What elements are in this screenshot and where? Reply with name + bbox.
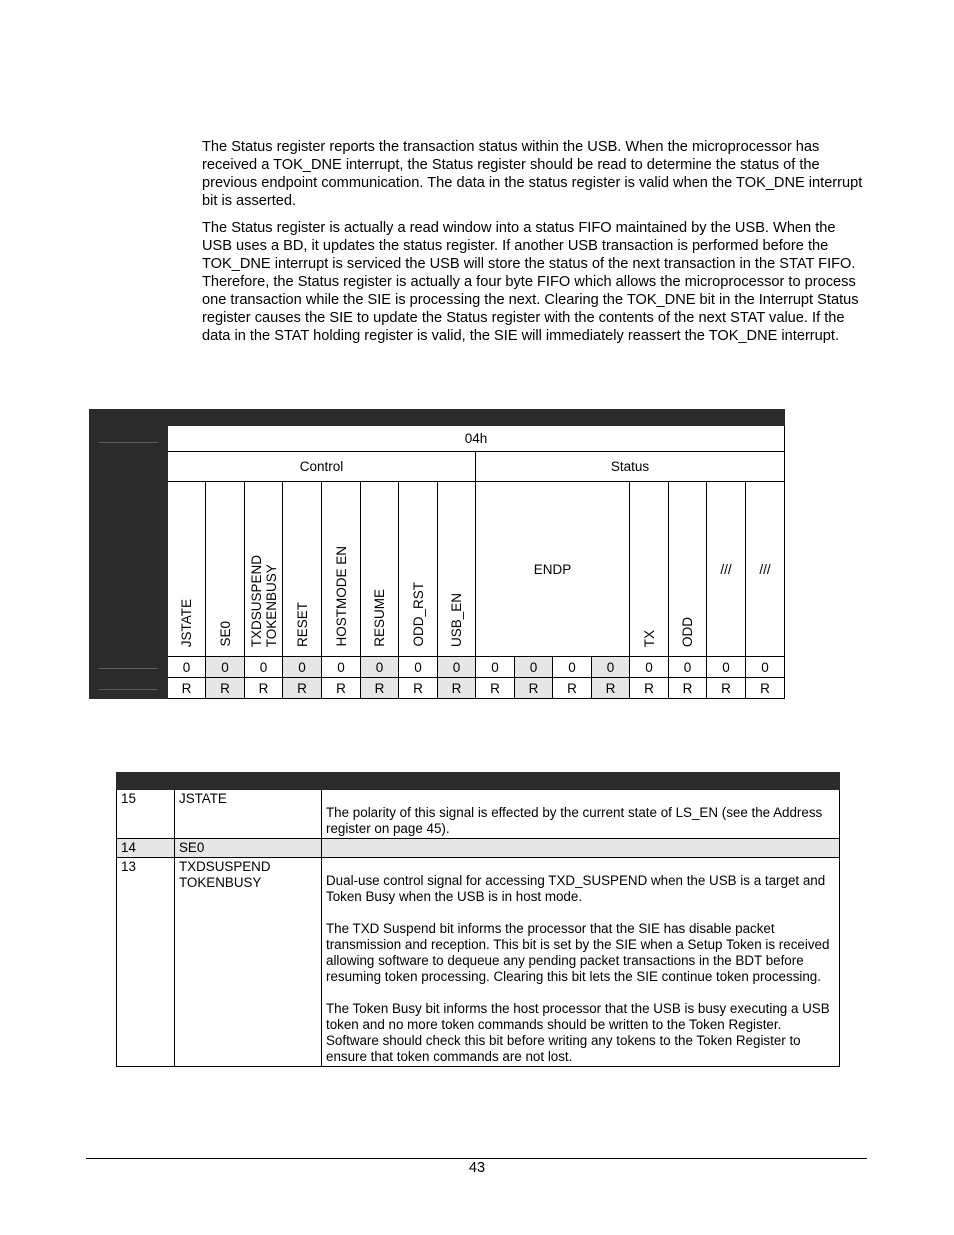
reset-value: 0: [245, 657, 283, 678]
field-row-14: [117, 839, 840, 858]
access-value: R: [322, 678, 361, 699]
intro-paragraph-2: The Status register is actually a read window into a status FIFO maintained by the USB. When the USB uses a BD, it updates the status register. If another USB transaction is performed before the TOK_DNE interrupt is serviced the USB will store the status of the next transaction in the STAT FIFO. Therefore, the Status register is actually a four byte FIFO which allows the microprocessor to process one transaction while the SIE is processing the next. Clearing the TOK_DNE bit in the Interrupt Status register causes the SIE to update the Status register with the contents of the next STAT value. If the data in the STAT holding register is valid, the SIE will immediately reassert the TOK_DNE interrupt.: [202, 220, 859, 344]
bit-hostmode: HOSTMODE EN: [333, 546, 349, 647]
access-value: R: [399, 678, 438, 699]
group-control: Control: [168, 452, 476, 482]
access-value: R: [283, 678, 322, 699]
access-value: R: [168, 678, 206, 699]
bit-tx: TX: [641, 629, 657, 647]
access-value: R: [592, 678, 630, 699]
bit-usb-en: USB_EN: [449, 592, 464, 647]
access-value: R: [245, 678, 283, 699]
bit11-cell: [322, 482, 361, 657]
bit10-cell: [361, 482, 399, 657]
access-value: R: [438, 678, 476, 699]
status-register-table: [89, 409, 785, 699]
bit-endp: ENDP: [476, 482, 630, 657]
bit9-cell: [399, 482, 438, 657]
access-value: R: [206, 678, 245, 699]
access-value: R: [553, 678, 592, 699]
field-description: [322, 839, 840, 858]
field-bit: 14: [117, 839, 175, 858]
reset-value: 0: [168, 657, 206, 678]
bit-reset: RESET: [294, 601, 310, 647]
reset-value: 0: [322, 657, 361, 678]
bit-se0: SE0: [217, 621, 233, 647]
reset-value: 0: [206, 657, 245, 678]
access-value: R: [669, 678, 707, 699]
field-description-table: [116, 772, 840, 1067]
bit-odd: ODD: [680, 617, 695, 647]
bit8-cell: [438, 482, 476, 657]
reset-row: [90, 657, 785, 678]
field-name: TXDSUSPEND TOKENBUSY: [175, 858, 322, 1067]
bit-reserved-0: ///: [746, 482, 785, 657]
access-value: R: [476, 678, 515, 699]
bit-reserved-1: ///: [707, 482, 746, 657]
offset-row-label: [90, 426, 168, 452]
access-value: R: [361, 678, 399, 699]
field-desc-paragraph: The Token Busy bit informs the host processor that the USB is busy executing a USB token and no more token commands should be written to the Token Register. Software should check this bit before writing any tokens to the Token Register to ensure that token commands are not lost.: [326, 1001, 830, 1064]
bit2-cell: [669, 482, 707, 657]
reset-value: 0: [746, 657, 785, 678]
bit-jstate: JSTATE: [179, 598, 194, 647]
reset-value: 0: [553, 657, 592, 678]
register-offset: 04h: [168, 426, 785, 452]
reset-value: 0: [592, 657, 630, 678]
field-description: [322, 790, 840, 839]
field-row-15: [117, 790, 840, 839]
bit13-cell: [245, 482, 283, 657]
access-value: R: [707, 678, 746, 699]
field-desc-paragraph: Dual-use control signal for accessing TXD_SUSPEND when the USB is a target and Token Busy when the USB is in host mode.: [326, 873, 826, 904]
field-desc-paragraph: The TXD Suspend bit informs the processor that the SIE has disable packet transmission and reception. This bit is set by the SIE when a Setup Token is received allowing software to dequeue any pending packet transactions in the BDT before resuming token processing. Clearing this bit lets the SIE continue token processing.: [326, 921, 830, 984]
reset-value: 0: [283, 657, 322, 678]
bit-resume: RESUME: [372, 589, 387, 647]
access-value: R: [515, 678, 553, 699]
field-bit: 13: [117, 858, 175, 1067]
access-row: [90, 678, 785, 699]
reset-value: 0: [515, 657, 553, 678]
access-value: R: [746, 678, 785, 699]
intro-paragraph-1: The Status register reports the transaction status within the USB. When the microprocessor has received a TOK_DNE interrupt, the Status register should be read to determine the status of the previous endpoint communication. The data in the status register is valid when the TOK_DNE interrupt bit is asserted.: [202, 139, 863, 209]
group-status: Status: [476, 452, 785, 482]
reset-value: 0: [399, 657, 438, 678]
access-value: R: [630, 678, 669, 699]
bit-odd-rst: ODD_RST: [410, 582, 426, 647]
bit15-cell: [168, 482, 206, 657]
bit12-cell: [283, 482, 322, 657]
reset-row-label: [90, 657, 168, 678]
bit14-cell: [206, 482, 245, 657]
page-number: 43: [468, 1160, 486, 1176]
reset-value: 0: [438, 657, 476, 678]
footer-rule: [86, 1158, 867, 1159]
bit3-cell: [630, 482, 669, 657]
reset-value: 0: [630, 657, 669, 678]
field-name: SE0: [175, 839, 322, 858]
bit-txdsuspend: TXDSUSPEND TOKENBUSY: [248, 554, 279, 647]
reset-value: 0: [669, 657, 707, 678]
reset-value: 0: [476, 657, 515, 678]
field-description: [322, 858, 840, 1067]
field-row-label: [90, 452, 168, 657]
register-header-bar: [90, 410, 785, 426]
field-row-13: [117, 858, 840, 1067]
reset-value: 0: [361, 657, 399, 678]
field-desc-paragraph: The polarity of this signal is effected by the current state of LS_EN (see the Address register on page 45).: [326, 805, 823, 836]
field-table-header: [117, 773, 840, 790]
reset-value: 0: [707, 657, 746, 678]
field-name: JSTATE: [175, 790, 322, 839]
field-bit: 15: [117, 790, 175, 839]
access-row-label: [90, 678, 168, 699]
